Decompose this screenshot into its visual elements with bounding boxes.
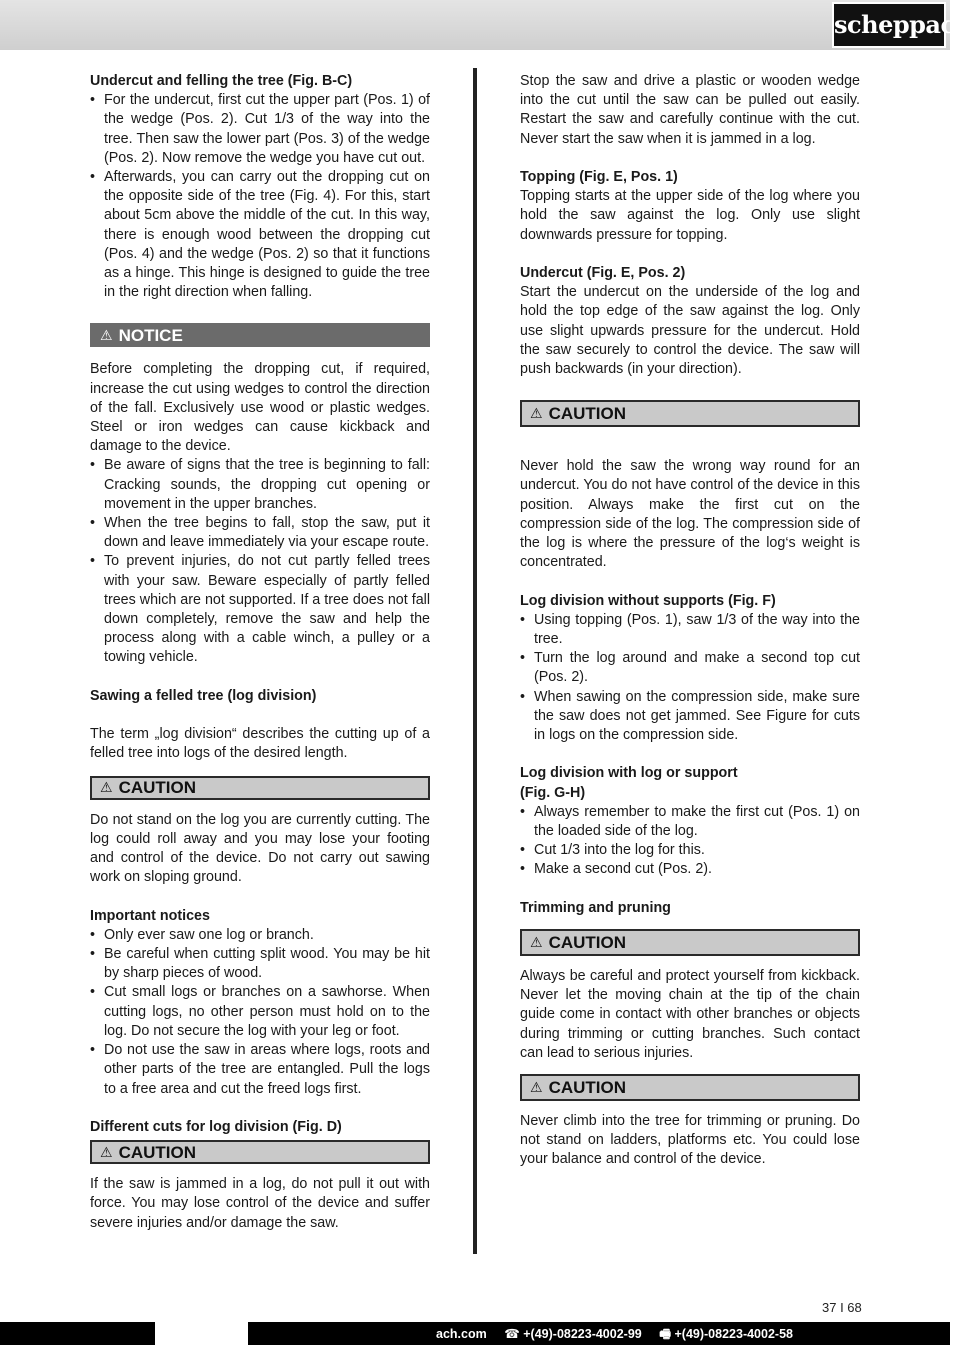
notice-list [90, 456, 430, 667]
caution-label: CAUTION [548, 1078, 627, 1098]
section-heading-important-notices: Important notices [90, 907, 210, 924]
important-list [90, 926, 430, 1099]
footer-phone: ☎ +(49)-08223-4002-99 [504, 1327, 642, 1341]
warning-triangle-icon: ⚠ [100, 1143, 113, 1160]
footer-fax: 🖷 +(49)-08223-4002-58 [659, 1327, 793, 1341]
section-heading-no-supports: Log division without supports (Fig. F) [520, 592, 776, 609]
list-item: • Be careful when cutting split wood. You may be hit by sharp pieces of wood. [90, 945, 430, 983]
caution-label: CAUTION [548, 933, 627, 953]
section-heading-undercut: Undercut (Fig. E, Pos. 2) [520, 265, 686, 281]
list-item: • Always remember to make the first cut (Pos. 1) on the loaded side of the log. [520, 803, 860, 841]
caution-label: CAUTION [118, 778, 197, 798]
caution-text: Always be careful and protect yourself from kickback. Never let the moving chain at the tip of the chain guide come in contact with other branches or objects during trimming or cutting branches. Such contact can lead to serious injuries. [520, 968, 860, 1061]
caution-box [520, 1074, 860, 1101]
column-divider [473, 68, 477, 1254]
notice-text: Before completing the dropping cut, if required, increase the cut using wedges to control the direction of the fall. Exclusively use wood or plastic wedges. Steel or iron wedges can cause kickback and damage to the device. [90, 361, 430, 455]
jammed-continue-text: Stop the saw and drive a plastic or wooden wedge into the cut until the saw can be pulled out easily. Restart the saw and carefully continue with the cut. Never start the saw when it is jammed in a log. [520, 73, 860, 147]
undercut-list [90, 91, 430, 302]
warning-triangle-icon: ⚠ [530, 934, 543, 951]
notice-label: NOTICE [118, 325, 183, 345]
section-heading-trimming: Trimming and pruning [520, 899, 671, 916]
section-heading-felled-tree: Sawing a felled tree (log division) [90, 687, 317, 704]
list-item: • When sawing on the compression side, make sure the saw does not get jammed. See Figure for cuts in logs on the compression side. [520, 688, 860, 746]
section-heading-undercut-felling: Undercut and felling the tree (Fig. B-C) [90, 73, 353, 89]
section-heading-topping: Topping (Fig. E, Pos. 1) [520, 169, 678, 185]
list-item: • Afterwards, you can carry out the dropping cut on the opposite side of the tree (Fig. 4). For this, start about 5cm above the middle of the cut. In this way, there is enough wood between the dropping cut (Pos. 4) and the wedge (Pos. 2) so that it functions as a hinge. This hinge is designed to guide the tree in the right direction when falling. [90, 168, 430, 302]
brand-logo: scheppach [832, 2, 946, 48]
list-item: • When the tree begins to fall, stop the saw, put it down and leave immediately via your escape route. [90, 514, 430, 552]
felled-text: The term „log division“ describes the cutting up of a felled tree into logs of the desired length. [90, 726, 430, 762]
caution-label: CAUTION [548, 404, 627, 424]
caution-box [90, 776, 430, 800]
section-heading-different-cuts: Different cuts for log division (Fig. D) [90, 1118, 342, 1135]
list-item: • Only ever saw one log or branch. [90, 926, 430, 945]
warning-triangle-icon: ⚠ [530, 405, 543, 422]
notice-box [90, 323, 430, 347]
caution-text: Never hold the saw the wrong way round for an undercut. You do not have control of the device in this position. Always make the first cut on the compression side of the log. The compression side of the log is where the pressure of the log‘s weight is concentrated. [520, 458, 860, 571]
warning-triangle-icon: ⚠ [530, 1079, 543, 1096]
list-item: • Cut small logs or branches on a sawhorse. When cutting logs, no other person must hold on to the log. Do not secure the log with your leg or foot. [90, 983, 430, 1041]
list-item: • Using topping (Pos. 1), saw 1/3 of the way into the tree. [520, 611, 860, 649]
caution-box [520, 929, 860, 956]
warning-triangle-icon: ⚠ [100, 779, 113, 796]
list-item: • Turn the log around and make a second top cut (Pos. 2). [520, 649, 860, 687]
no-supports-list [520, 611, 860, 745]
undercut-text: Start the undercut on the underside of the log and hold the top edge of the saw against the log. Only use slight upwards pressure for the undercut. Hold the saw securely to control the device. The saw will push backwards (in your direction). [520, 284, 860, 378]
page-number: 37 I 68 [822, 1300, 862, 1315]
caution-label: CAUTION [118, 1142, 197, 1162]
footer-white-block [155, 1322, 248, 1345]
caution-box [90, 1140, 430, 1164]
list-item: • Be aware of signs that the tree is beginning to fall: Cracking sounds, the dropping cut opening or movement in the upper branches. [90, 456, 430, 514]
caution-text: Do not stand on the log you are currently cutting. The log could roll away and you may lose your footing and control of the device. Do not carry out sawing work on sloping ground. [90, 811, 430, 886]
footer-website: ach.com [436, 1327, 487, 1341]
header-bar [0, 0, 972, 50]
caution-text: Never climb into the tree for trimming or pruning. Do not stand on ladders, platforms etc. You could lose your balance and control of the device. [520, 1113, 860, 1168]
left-column [90, 72, 430, 1233]
footer-contact [436, 1325, 807, 1346]
footer-bar [0, 1322, 950, 1345]
with-support-list [520, 803, 860, 880]
warning-triangle-icon: ⚠ [100, 326, 113, 343]
section-heading-with-support: Log division with log or support [520, 765, 738, 782]
section-heading-with-support-fig: (Fig. G-H) [520, 784, 586, 801]
list-item: • To prevent injuries, do not cut partly felled trees with your saw. Beware especially of partly felled trees which are not supported. If a tree does not fall down completely, remove the saw and help the process along with a cable winch, a pulley or a towing vehicle. [90, 552, 430, 667]
list-item: • Do not use the saw in areas where logs, roots and other parts of the tree are entangled. Pull the logs to a free area and cut the freed logs first. [90, 1041, 430, 1099]
list-item: • Cut 1/3 into the log for this. [520, 841, 860, 860]
caution-text: If the saw is jammed in a log, do not pull it out with force. You may lose control of the device and suffer severe injuries and/or damage the saw. [90, 1176, 430, 1231]
right-column [520, 72, 860, 1170]
list-item: • For the undercut, first cut the upper part (Pos. 1) of the wedge (Pos. 2). Cut 1/3 of the way into the tree. Then saw the lower part (Pos. 3) of the wedge (Pos. 2). Now remove the wedge you have cut out. [90, 91, 430, 168]
list-item: • Make a second cut (Pos. 2). [520, 860, 860, 879]
caution-box [520, 400, 860, 427]
topping-text: Topping starts at the upper side of the log where you hold the saw against the log. Only use slight downwards pressure for topping. [520, 188, 860, 243]
